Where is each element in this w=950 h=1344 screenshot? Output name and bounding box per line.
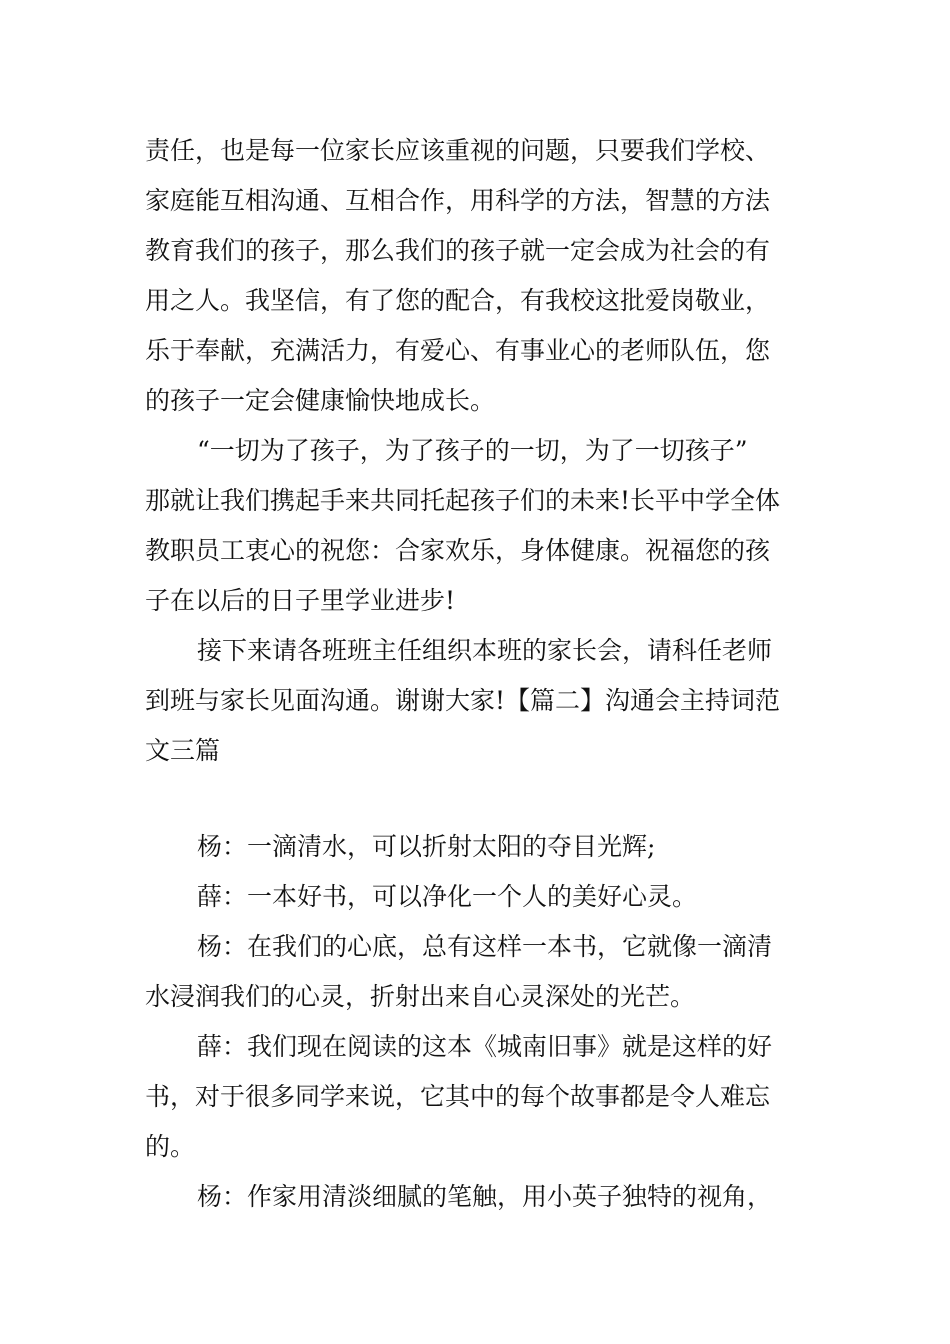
text-line: 那就让我们携起手来共同托起孩子们的未来!长平中学全体 <box>145 486 781 515</box>
dialogue-paragraph <box>145 872 810 922</box>
text-line: 杨：一滴清水，可以折射太阳的夺目光辉; <box>197 832 656 861</box>
text-section-2 <box>145 822 810 1222</box>
paragraph <box>145 426 810 626</box>
text-line: “一切为了孩子，为了孩子的一切，为了一切孩子” <box>197 436 748 465</box>
dialogue-paragraph <box>145 822 810 872</box>
paragraph <box>145 626 810 776</box>
text-line: 教职员工衷心的祝您：合家欢乐，身体健康。祝福您的孩 <box>145 536 771 565</box>
dialogue-paragraph <box>145 1022 810 1172</box>
text-line: 责任，也是每一位家长应该重视的问题，只要我们学校、 <box>145 136 771 165</box>
text-line: 水浸润我们的心灵，折射出来自心灵深处的光芒。 <box>145 982 696 1011</box>
text-line: 文三篇 <box>145 736 221 765</box>
text-line: 杨：作家用清淡细腻的笔触，用小英子独特的视角， <box>197 1182 773 1211</box>
text-line: 的孩子一定会健康愉快地成长。 <box>145 386 496 415</box>
text-line: 子在以后的日子里学业进步! <box>145 586 456 615</box>
text-section-1 <box>145 126 810 776</box>
dialogue-paragraph <box>145 1172 810 1222</box>
text-line: 乐于奉献，充满活力，有爱心、有事业心的老师队伍，您 <box>145 336 771 365</box>
text-line: 书，对于很多同学来说，它其中的每个故事都是令人难忘 <box>145 1082 771 1111</box>
text-line: 用之人。我坚信，有了您的配合，有我校这批爱岗敬业， <box>145 286 771 315</box>
text-line: 教育我们的孩子，那么我们的孩子就一定会成为社会的有 <box>145 236 771 265</box>
text-line: 薛：我们现在阅读的这本《城南旧事》就是这样的好 <box>197 1032 773 1061</box>
text-line: 薛：一本好书，可以净化一个人的美好心灵。 <box>197 882 698 911</box>
text-line: 接下来请各班班主任组织本班的家长会，请科任老师 <box>197 636 773 665</box>
text-line: 家庭能互相沟通、互相合作，用科学的方法，智慧的方法 <box>145 186 771 215</box>
dialogue-paragraph <box>145 922 810 1022</box>
paragraph <box>145 126 810 426</box>
text-line: 到班与家长见面沟通。谢谢大家!【篇二】沟通会主持词范 <box>145 686 781 715</box>
text-line: 杨：在我们的心底，总有这样一本书，它就像一滴清 <box>197 932 773 961</box>
text-line: 的。 <box>145 1132 196 1161</box>
